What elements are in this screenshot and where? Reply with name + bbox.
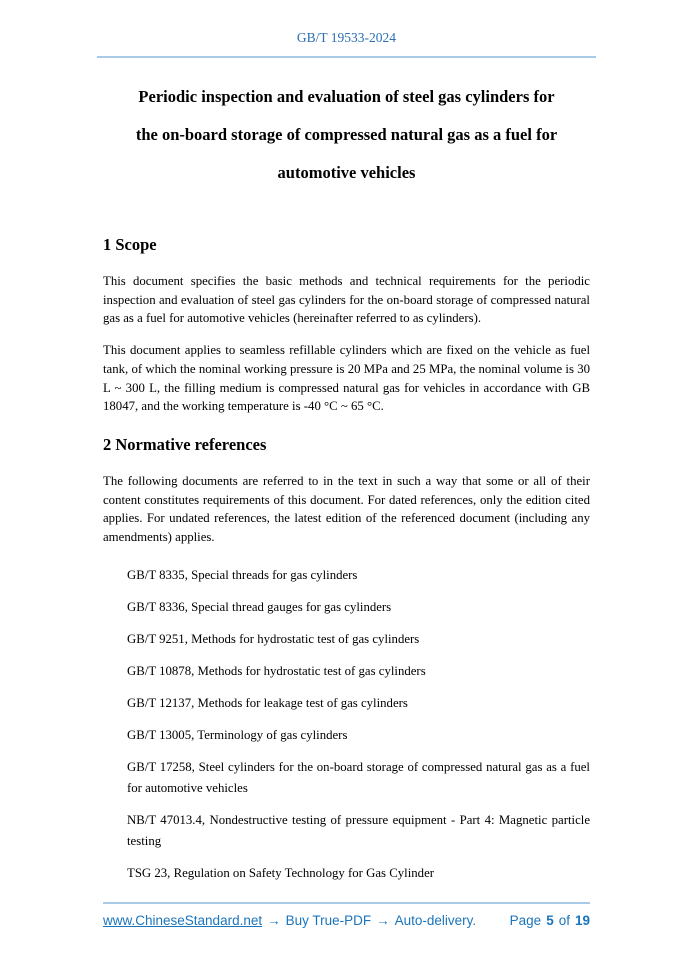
document-title-line: automotive vehicles — [277, 163, 416, 182]
scope-paragraph-1: This document specifies the basic methods and technical requirements for the periodic inspection and evaluation of steel gas cylinders for the on-board storage of compressed natural gas as a fuel for automotive vehicles (hereinafter referred to as cylinders). — [103, 274, 590, 326]
reference-item: GB/T 17258, Steel cylinders for the on-board storage of compressed natural gas as a fuel for automotive vehicles — [127, 759, 590, 795]
auto-delivery-label: Auto-delivery. — [394, 913, 477, 928]
header-rule — [97, 56, 596, 58]
footer-branding — [103, 913, 476, 928]
document-title-line: the on-board storage of compressed natural gas as a fuel for — [135, 125, 558, 144]
reference-item: GB/T 12137, Methods for leakage test of gas cylinders — [127, 695, 408, 710]
document-title-line: Periodic inspection and evaluation of steel gas cylinders for — [138, 87, 555, 106]
document-title — [103, 78, 590, 192]
reference-item: NB/T 47013.4, Nondestructive testing of pressure equipment - Part 4: Magnetic particle testing — [127, 812, 590, 848]
buy-pdf-label: Buy True-PDF — [285, 913, 372, 928]
reference-item: TSG 23, Regulation on Safety Technology for Gas Cylinder — [127, 865, 435, 880]
site-link[interactable]: www.ChineseStandard.net — [103, 913, 263, 928]
section-heading-normative-references: 2 Normative references — [103, 434, 267, 454]
reference-item: GB/T 8336, Special thread gauges for gas cylinders — [127, 599, 392, 614]
page-current: 5 — [546, 913, 554, 928]
reference-item: GB/T 13005, Terminology of gas cylinders — [127, 727, 348, 742]
of-label: of — [558, 913, 570, 928]
header-doc-number: GB/T 19533-2024 — [296, 30, 397, 45]
reference-item: GB/T 8335, Special threads for gas cylinders — [127, 567, 358, 582]
reference-item: GB/T 10878, Methods for hydrostatic test of gas cylinders — [127, 663, 426, 678]
page-label: Page — [509, 913, 542, 928]
page-footer — [103, 902, 590, 928]
page-indicator — [510, 913, 590, 928]
references-list — [103, 565, 590, 884]
arrow-icon: → — [376, 913, 390, 928]
arrow-icon: → — [267, 913, 281, 928]
page-total: 19 — [574, 913, 590, 928]
section-heading-scope: 1 Scope — [103, 235, 157, 254]
normative-intro-paragraph: The following documents are referred to in the text in such a way that some or all of their content constitutes requirements of this document. For dated references, only the edition cited applies. For undated references, the latest edition of the referenced document (including any amendments) applies. — [103, 473, 590, 545]
reference-item: GB/T 9251, Methods for hydrostatic test of gas cylinders — [127, 631, 420, 646]
scope-paragraph-2: This document applies to seamless refillable cylinders which are fixed on the vehicle as fuel tank, of which the nominal working pressure is 20 MPa and 25 MPa, the nominal volume is 30 L ~ 300 L, the filling medium is compressed natural gas for vehicles in accordance with GB 18047, and the working temperature is -40 °C ~ 65 °C. — [103, 343, 590, 414]
